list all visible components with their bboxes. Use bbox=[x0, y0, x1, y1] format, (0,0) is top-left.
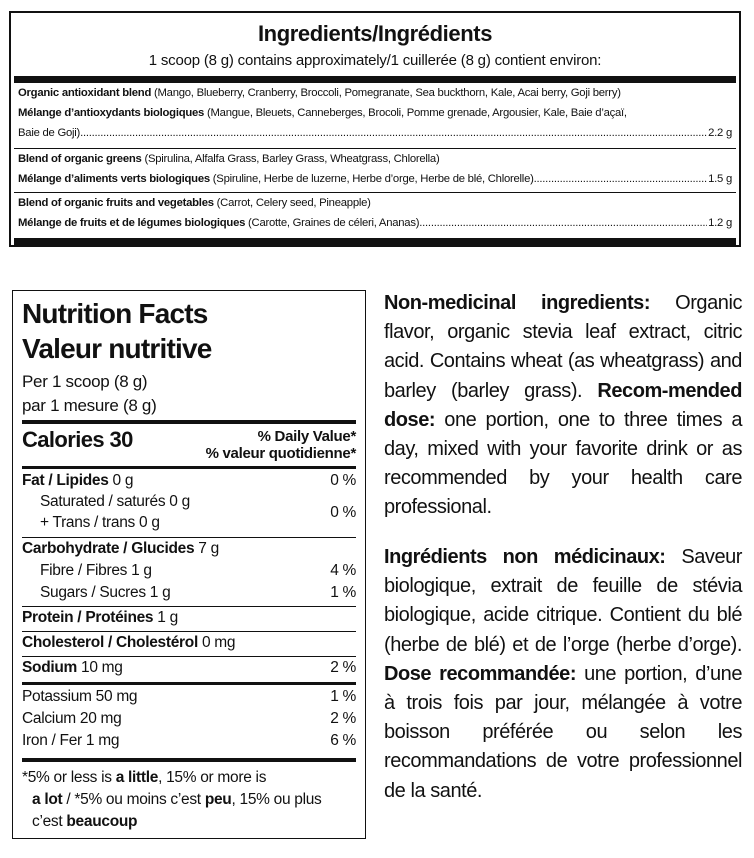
fibre-pct: 4 % bbox=[330, 562, 356, 579]
non-medicinal-ingredients-en bbox=[384, 289, 742, 523]
blend-amount: 1.5 g bbox=[708, 173, 732, 185]
blend-name-fr: Mélange de fruits et de légumes biologiques bbox=[18, 217, 246, 229]
dv-header-fr: % valeur quotidienne* bbox=[205, 445, 356, 462]
protein-row bbox=[22, 608, 356, 628]
footnote bbox=[22, 767, 356, 833]
calcium-row bbox=[22, 709, 356, 729]
ingredients-panel bbox=[9, 11, 741, 247]
blend-greens bbox=[18, 149, 732, 189]
blend-name-fr: Mélange d’aliments verts biologiques bbox=[18, 173, 210, 185]
daily-value-header bbox=[206, 428, 356, 462]
footnote-bold: a little bbox=[115, 769, 159, 786]
calcium-pct: 2 % bbox=[330, 710, 356, 727]
footnote-text: / *5% ou moins c’est bbox=[62, 791, 205, 808]
fat-pct: 0 % bbox=[330, 472, 356, 489]
thick-divider bbox=[22, 420, 356, 424]
fibre-label: Fibre / Fibres 1 g bbox=[40, 562, 152, 579]
ingredients-subtitle: 1 scoop (8 g) contains approximately/1 cuillerée (8 g) contient environ: bbox=[148, 52, 602, 69]
fat-label: Fat / Lipides bbox=[22, 472, 109, 489]
footnote-bold: a lot bbox=[32, 791, 63, 808]
carb-value: 7 g bbox=[194, 540, 219, 557]
iron-label: Iron / Fer 1 mg bbox=[22, 732, 120, 749]
iron-pct: 6 % bbox=[330, 732, 356, 749]
trans-row: + Trans / trans 0 g bbox=[40, 514, 160, 531]
sugars-row bbox=[40, 583, 356, 603]
fibre-row bbox=[40, 561, 356, 581]
chol-value: 0 mg bbox=[197, 634, 236, 651]
footnote-text: , 15% ou plus bbox=[231, 791, 322, 808]
sodium-value: 10 mg bbox=[77, 659, 123, 676]
blend-list-fr-cont: Baie de Goji) bbox=[18, 127, 81, 139]
blend-list-fr: (Carotte, Graines de céleri, Ananas) bbox=[245, 217, 420, 229]
ingredients-bottom-bar bbox=[14, 238, 736, 245]
blend-name-en: Blend of organic greens bbox=[18, 153, 142, 165]
thick-divider bbox=[22, 758, 356, 762]
calories: Calories 30 bbox=[22, 427, 133, 452]
blend-name-en: Organic antioxidant blend bbox=[18, 87, 152, 99]
saturated-row: Saturated / saturés 0 g bbox=[40, 493, 190, 510]
blend-amount: 1.2 g bbox=[708, 217, 732, 229]
calcium-label: Calcium 20 mg bbox=[22, 710, 122, 727]
carb-label: Carbohydrate / Glucides bbox=[22, 540, 195, 557]
sat-trans-pct: 0 % bbox=[330, 504, 356, 521]
footnote-bold: peu bbox=[204, 791, 232, 808]
potassium-pct: 1 % bbox=[330, 688, 356, 705]
heading: Recom-mended dose: bbox=[384, 379, 742, 431]
nutrition-title-en: Nutrition Facts bbox=[22, 298, 208, 329]
nutrition-title-fr: Valeur nutritive bbox=[22, 333, 212, 364]
chol-label: Cholesterol / Cholestérol bbox=[22, 634, 198, 651]
cholesterol-row bbox=[22, 633, 356, 653]
non-medicinal-ingredients-fr bbox=[384, 543, 742, 806]
divider bbox=[22, 631, 356, 632]
ingredients-title: Ingredients/Ingrédients bbox=[257, 21, 493, 46]
body-text: Organic flavor, organic stevia leaf extract, citric acid. Contains wheat (as wheatgrass) and barley (barley grass). bbox=[384, 292, 742, 402]
fat-row bbox=[22, 471, 356, 491]
protein-label: Protein / Protéines bbox=[22, 609, 154, 626]
body-text: Saveur biologique, extrait de feuille de stévia biologique, acide citrique. Contient du blé (herbe de blé) et de l’orge (herbe d’orge). bbox=[384, 546, 742, 656]
sugars-label: Sugars / Sucres 1 g bbox=[40, 584, 171, 601]
footnote-text: , 15% or more is bbox=[158, 769, 267, 786]
dv-header-en: % Daily Value* bbox=[257, 428, 356, 445]
blend-list-fr: (Spiruline, Herbe de luzerne, Herbe d’orge, Herbe de blé, Chlorelle) bbox=[209, 173, 534, 185]
sodium-pct: 2 % bbox=[330, 659, 356, 676]
heading: Ingrédients non médicinaux: bbox=[384, 546, 666, 568]
blend-name-en: Blend of organic fruits and vegetables bbox=[18, 197, 214, 209]
blend-antioxidant bbox=[18, 83, 732, 143]
divider bbox=[22, 656, 356, 657]
heading: Non-medicinal ingredients: bbox=[384, 292, 651, 314]
sodium-row bbox=[22, 658, 356, 678]
blend-list-en: (Spirulina, Alfalfa Grass, Barley Grass, Wheatgrass, Chlorella) bbox=[141, 153, 440, 165]
blend-name-fr: Mélange d’antioxydants biologiques bbox=[18, 107, 205, 119]
blend-list-fr: (Mangue, Bleuets, Canneberges, Brocoli, Pomme grenade, Argousier, Kale, Baie d’açaï, bbox=[204, 107, 627, 119]
blend-amount: 2.2 g bbox=[708, 127, 732, 139]
ingredients-top-bar bbox=[14, 76, 736, 83]
potassium-row bbox=[22, 687, 356, 707]
body-text: une portion, d’une à trois fois par jour, mélangée à votre boisson préférée ou selon les recommandations de votre professionnel de la santé. bbox=[384, 662, 742, 802]
iron-row bbox=[22, 731, 356, 751]
body-text: one portion, one to three times a day, mixed with your favorite drink or as recommended by your health care professional. bbox=[384, 408, 742, 519]
medium-divider bbox=[22, 682, 356, 685]
serving-size-fr: par 1 mesure (8 g) bbox=[22, 396, 157, 415]
footnote-bold: beaucoup bbox=[66, 813, 138, 830]
fat-value: 0 g bbox=[108, 472, 134, 489]
potassium-label: Potassium 50 mg bbox=[22, 688, 138, 705]
serving-size-en: Per 1 scoop (8 g) bbox=[22, 372, 148, 391]
sodium-label: Sodium bbox=[22, 659, 78, 676]
divider bbox=[22, 537, 356, 538]
blend-list-en: (Carrot, Celery seed, Pineapple) bbox=[213, 197, 371, 209]
blend-fruits-veg bbox=[18, 193, 732, 233]
blend-list-en: (Mango, Blueberry, Cranberry, Broccoli, Pomegranate, Sea buckthorn, Kale, Acai berry, Goji berry) bbox=[151, 87, 621, 99]
carb-row bbox=[22, 539, 356, 559]
divider bbox=[22, 606, 356, 607]
footnote-text: *5% or less is bbox=[22, 769, 116, 786]
medium-divider bbox=[22, 466, 356, 469]
footnote-text: c’est bbox=[32, 813, 67, 830]
heading: Dose recommandée: bbox=[384, 662, 577, 685]
protein-value: 1 g bbox=[153, 609, 178, 626]
nutrition-facts-table bbox=[12, 290, 366, 839]
sugars-pct: 1 % bbox=[330, 584, 356, 601]
